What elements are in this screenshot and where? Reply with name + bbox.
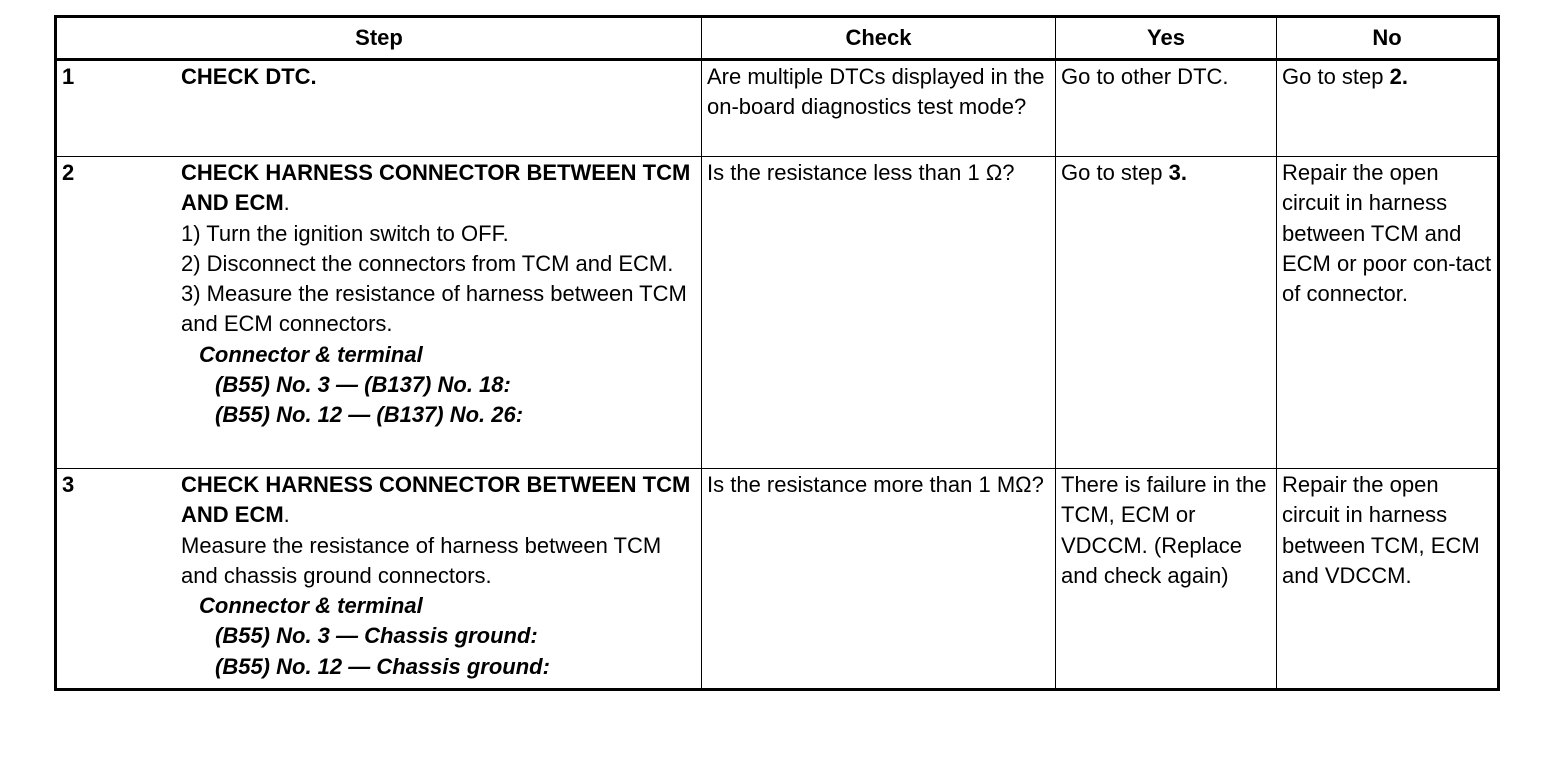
step-title — [181, 158, 697, 219]
step-number: 2 — [62, 160, 75, 185]
yes-text: There is failure in the TCM, ECM or VDCCM. (Replace and check again) — [1061, 472, 1267, 588]
connector-terminal-label: Connector & terminal — [199, 341, 423, 367]
step-title-end: . — [283, 190, 290, 216]
step-title: CHECK DTC. — [181, 64, 317, 89]
no-text-prefix: Go to step — [1282, 64, 1390, 89]
connector-terminal-label: Connector & terminal — [199, 593, 423, 619]
check-text: Are multiple DTCs displayed in the on-board diagnostics test mode? — [707, 64, 1045, 120]
step-instruction-2: 2) Disconnect the connectors from TCM and ECM. — [181, 250, 674, 276]
step-title — [181, 470, 697, 531]
terminal-spec-2: (B55) No. 12 — (B137) No. 26: — [215, 402, 524, 428]
header-yes: Yes — [1056, 17, 1277, 60]
terminal-spec-2: (B55) No. 12 — Chassis ground: — [215, 653, 550, 679]
header-no: No — [1277, 17, 1499, 60]
no-cell — [1277, 469, 1499, 690]
no-cell — [1277, 60, 1499, 157]
yes-cell — [1056, 60, 1277, 157]
header-step: Step — [56, 17, 702, 60]
no-cell — [1277, 157, 1499, 469]
check-text: Is the resistance more than 1 MΩ? — [707, 472, 1044, 497]
step-cell — [56, 60, 702, 157]
table-row — [56, 157, 1499, 469]
step-cell — [56, 157, 702, 469]
yes-text — [1056, 157, 1276, 194]
yes-cell — [1056, 157, 1277, 469]
check-cell — [702, 469, 1056, 690]
yes-step-ref: 3. — [1168, 160, 1187, 185]
header-row — [56, 17, 1499, 60]
no-step-ref: 2. — [1389, 64, 1408, 89]
step-instruction-3: 3) Measure the resistance of harness between TCM and ECM connectors. — [181, 281, 687, 337]
header-check: Check — [702, 17, 1056, 60]
step-title-end: . — [283, 502, 290, 528]
table-row — [56, 469, 1499, 690]
step-instruction-1: 1) Turn the ignition switch to OFF. — [181, 220, 509, 246]
no-text: Repair the open circuit in harness between TCM, ECM and VDCCM. — [1282, 472, 1480, 588]
table-row — [56, 60, 1499, 157]
step-title-main: CHECK HARNESS CONNECTOR BETWEEN TCM AND ECM — [181, 160, 691, 216]
check-text: Is the resistance less than 1 Ω? — [707, 160, 1015, 185]
step-instruction: Measure the resistance of harness between TCM and chassis ground connectors. — [181, 532, 662, 588]
yes-text: Go to other DTC. — [1061, 64, 1229, 89]
terminal-spec-1: (B55) No. 3 — (B137) No. 18: — [215, 372, 511, 398]
step-number: 1 — [62, 64, 75, 89]
step-title-main: CHECK HARNESS CONNECTOR BETWEEN TCM AND ECM — [181, 472, 691, 528]
step-number: 3 — [62, 472, 75, 497]
check-cell — [702, 60, 1056, 157]
terminal-spec-1: (B55) No. 3 — Chassis ground: — [215, 623, 538, 649]
check-cell — [702, 157, 1056, 469]
no-text — [1277, 61, 1497, 98]
yes-cell — [1056, 469, 1277, 690]
diagnostic-table — [54, 15, 1500, 691]
yes-text-prefix: Go to step — [1061, 160, 1169, 185]
no-text: Repair the open circuit in harness between TCM and ECM or poor con-tact of connector. — [1282, 160, 1492, 307]
step-cell — [56, 469, 702, 690]
